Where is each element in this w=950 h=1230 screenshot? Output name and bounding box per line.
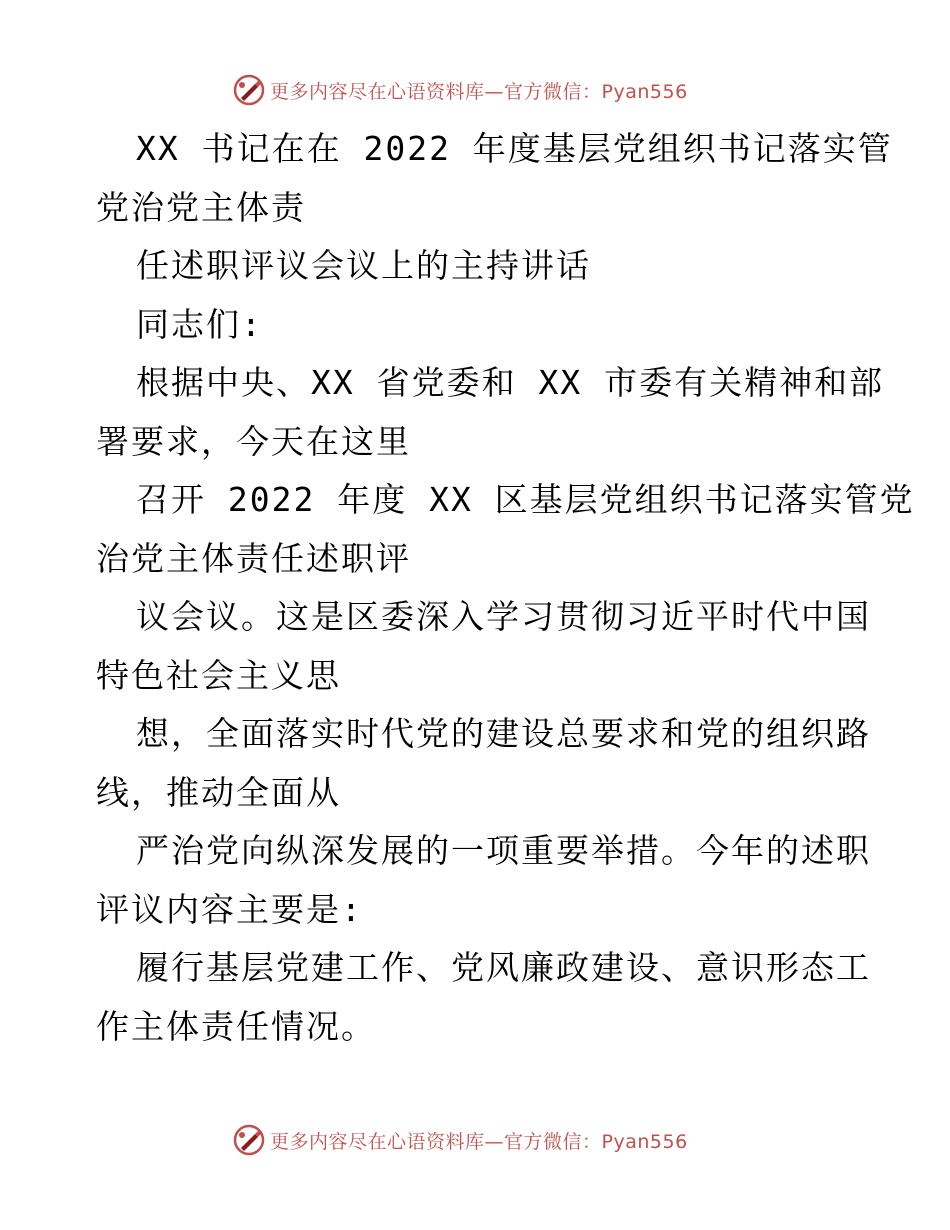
pen-logo-icon [232, 1123, 266, 1157]
document-line: 履行基层党建工作、党风廉政建设、意识形态工 [136, 948, 871, 987]
document-line: 根据中央、XX 省党委和 XX 市委有关精神和部 [136, 363, 885, 402]
document-line: 任述职评议会议上的主持讲话 [136, 246, 591, 285]
document-line: 署要求，今天在这里 [96, 421, 411, 461]
pen-logo-icon [232, 73, 266, 107]
document-line: XX 书记在在 2022 年度基层党组织书记落实管 [136, 129, 893, 168]
footer-watermark [232, 1122, 688, 1158]
document-line: 作主体责任情况。 [96, 1006, 376, 1046]
header-watermark [232, 72, 688, 108]
document-line: 评议内容主要是: [96, 889, 363, 929]
document-line: 同志们: [136, 304, 263, 344]
document-line: 线，推动全面从 [96, 772, 341, 812]
document-line: 召开 2022 年度 XX 区基层党组织书记落实管党 [136, 480, 915, 519]
document-line: 治党主体责任述职评 [96, 538, 411, 578]
watermark-text: 更多内容尽在心语资料库—官方微信：Pyan556 [270, 1130, 688, 1153]
document-line: 严治党向纵深发展的一项重要举措。今年的述职 [136, 831, 871, 870]
document-line: 党治党主体责 [96, 187, 306, 227]
document-line: 想，全面落实时代党的建设总要求和党的组织路 [136, 714, 871, 753]
document-line: 特色社会主义思 [96, 655, 341, 695]
document-body [96, 120, 915, 1056]
document-line: 议会议。这是区委深入学习贯彻习近平时代中国 [136, 597, 871, 636]
watermark-text: 更多内容尽在心语资料库—官方微信：Pyan556 [270, 80, 688, 103]
